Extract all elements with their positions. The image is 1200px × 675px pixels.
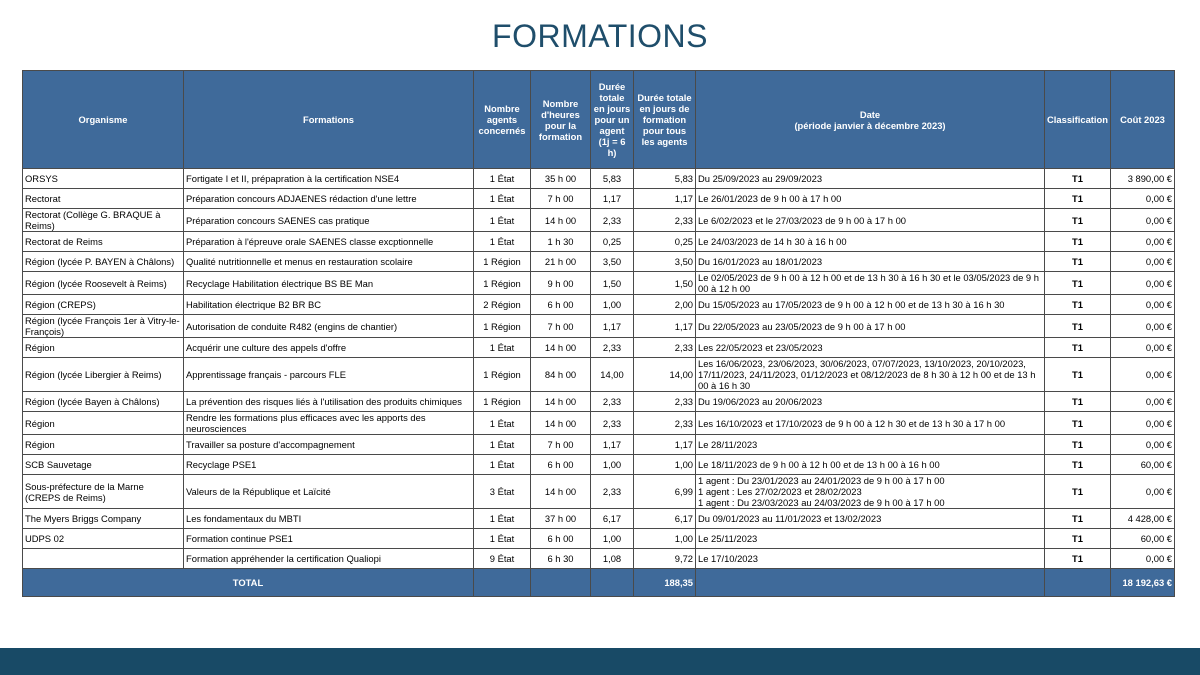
total-empty-1 <box>474 569 531 597</box>
cell-organisme: Région <box>23 435 184 455</box>
cell-heures: 14 h 00 <box>531 412 591 435</box>
cell-total-jours: 2,33 <box>634 392 696 412</box>
cell-agents: 1 État <box>474 529 531 549</box>
cell-cout: 0,00 € <box>1111 232 1175 252</box>
cell-date: Les 22/05/2023 et 23/05/2023 <box>696 338 1045 358</box>
cell-classification: T1 <box>1045 169 1111 189</box>
date-line: 1 agent : Du 23/03/2023 au 24/03/2023 de 9 h 00 à 17 h 00 <box>698 497 945 508</box>
cell-organisme: Rectorat de Reims <box>23 232 184 252</box>
cell-agents: 1 État <box>474 509 531 529</box>
cell-date: Du 25/09/2023 au 29/09/2023 <box>696 169 1045 189</box>
cell-agents: 1 État <box>474 189 531 209</box>
cell-jours: 14,00 <box>591 358 634 392</box>
cell-jours: 2,33 <box>591 392 634 412</box>
cell-cout: 3 890,00 € <box>1111 169 1175 189</box>
cell-date: Du 16/01/2023 au 18/01/2023 <box>696 252 1045 272</box>
total-empty-4 <box>696 569 1045 597</box>
cell-heures: 37 h 00 <box>531 509 591 529</box>
cell-date: Les 16/06/2023, 23/06/2023, 30/06/2023, 07/07/2023, 13/10/2023, 20/10/2023, 17/11/2023, 24/11/2023, 01/12/2023 et 08/12/2023 de 8 h 30 à 12 h 00 et de 13 h 00 à 16 h 30 <box>696 358 1045 392</box>
cell-date: Le 25/11/2023 <box>696 529 1045 549</box>
table-row <box>23 272 1175 295</box>
cell-heures: 6 h 00 <box>531 529 591 549</box>
cell-classification: T1 <box>1045 315 1111 338</box>
cell-date: Le 02/05/2023 de 9 h 00 à 12 h 00 et de 13 h 30 à 16 h 30 et le 03/05/2023 de 9 h 00 à 12 h 00 <box>696 272 1045 295</box>
cell-jours: 2,33 <box>591 412 634 435</box>
cell-agents: 1 Région <box>474 252 531 272</box>
cell-classification: T1 <box>1045 252 1111 272</box>
table-row <box>23 549 1175 569</box>
cell-total-jours: 3,50 <box>634 252 696 272</box>
cell-formation: Les fondamentaux du MBTI <box>184 509 474 529</box>
cell-formation: Travailler sa posture d'accompagnement <box>184 435 474 455</box>
cell-classification: T1 <box>1045 549 1111 569</box>
header-heures: Nombre d'heures pour la formation <box>531 71 591 169</box>
cell-organisme: Région <box>23 412 184 435</box>
table-row <box>23 295 1175 315</box>
cell-formation: Acquérir une culture des appels d'offre <box>184 338 474 358</box>
cell-total-jours: 6,99 <box>634 475 696 509</box>
cell-agents: 1 État <box>474 209 531 232</box>
cell-heures: 14 h 00 <box>531 392 591 412</box>
table-row <box>23 189 1175 209</box>
cell-agents: 1 État <box>474 169 531 189</box>
cell-total-jours: 2,00 <box>634 295 696 315</box>
cell-total-jours: 0,25 <box>634 232 696 252</box>
cell-formation: Préparation à l'épreuve orale SAENES classe excptionnelle <box>184 232 474 252</box>
cell-cout: 0,00 € <box>1111 295 1175 315</box>
cell-cout: 0,00 € <box>1111 549 1175 569</box>
cell-formation: Rendre les formations plus efficaces avec les apports des neurosciences <box>184 412 474 435</box>
table-row <box>23 315 1175 338</box>
cell-heures: 1 h 30 <box>531 232 591 252</box>
cell-cout: 0,00 € <box>1111 189 1175 209</box>
cell-date: Le 24/03/2023 de 14 h 30 à 16 h 00 <box>696 232 1045 252</box>
cell-jours: 1,08 <box>591 549 634 569</box>
cell-heures: 84 h 00 <box>531 358 591 392</box>
cell-heures: 6 h 30 <box>531 549 591 569</box>
cell-jours: 1,00 <box>591 455 634 475</box>
table-row <box>23 412 1175 435</box>
cell-date <box>696 475 1045 509</box>
cell-classification: T1 <box>1045 435 1111 455</box>
cell-organisme: Région (lycée Roosevelt à Reims) <box>23 272 184 295</box>
cell-date: Le 6/02/2023 et le 27/03/2023 de 9 h 00 à 17 h 00 <box>696 209 1045 232</box>
cell-total-jours: 1,17 <box>634 315 696 338</box>
cell-organisme: Sous-préfecture de la Marne (CREPS de Reims) <box>23 475 184 509</box>
cell-date: Le 28/11/2023 <box>696 435 1045 455</box>
cell-cout: 0,00 € <box>1111 315 1175 338</box>
cell-jours: 1,50 <box>591 272 634 295</box>
cell-cout: 60,00 € <box>1111 455 1175 475</box>
cell-organisme: ORSYS <box>23 169 184 189</box>
cell-jours: 1,00 <box>591 295 634 315</box>
header-date <box>696 71 1045 169</box>
table-row <box>23 475 1175 509</box>
header-date-period: (période janvier à décembre 2023) <box>794 119 946 131</box>
cell-total-jours: 9,72 <box>634 549 696 569</box>
header-row <box>23 71 1175 169</box>
table-row <box>23 455 1175 475</box>
cell-classification: T1 <box>1045 232 1111 252</box>
total-row <box>23 569 1175 597</box>
cell-total-jours: 2,33 <box>634 338 696 358</box>
cell-heures: 14 h 00 <box>531 338 591 358</box>
header-date-label: Date <box>859 108 881 120</box>
cell-classification: T1 <box>1045 509 1111 529</box>
cell-cout: 0,00 € <box>1111 338 1175 358</box>
cell-heures: 7 h 00 <box>531 435 591 455</box>
header-agents: Nombre agents concernés <box>474 71 531 169</box>
cell-jours: 3,50 <box>591 252 634 272</box>
cell-jours: 5,83 <box>591 169 634 189</box>
cell-date: Du 09/01/2023 au 11/01/2023 et 13/02/2023 <box>696 509 1045 529</box>
cell-formation: Recyclage PSE1 <box>184 455 474 475</box>
cell-cout: 0,00 € <box>1111 209 1175 232</box>
cell-formation: Apprentissage français - parcours FLE <box>184 358 474 392</box>
cell-classification: T1 <box>1045 272 1111 295</box>
table-row <box>23 509 1175 529</box>
cell-jours: 6,17 <box>591 509 634 529</box>
cell-total-jours: 5,83 <box>634 169 696 189</box>
cell-total-jours: 1,00 <box>634 455 696 475</box>
cell-classification: T1 <box>1045 209 1111 232</box>
cell-classification: T1 <box>1045 412 1111 435</box>
cell-jours: 1,17 <box>591 189 634 209</box>
cell-cout: 0,00 € <box>1111 412 1175 435</box>
cell-date: Du 19/06/2023 au 20/06/2023 <box>696 392 1045 412</box>
cell-cout: 4 428,00 € <box>1111 509 1175 529</box>
table-row <box>23 338 1175 358</box>
cell-agents: 1 Région <box>474 358 531 392</box>
cell-classification: T1 <box>1045 189 1111 209</box>
cell-heures: 9 h 00 <box>531 272 591 295</box>
cell-formation: Formation continue PSE1 <box>184 529 474 549</box>
header-duree-total: Durée totale en jours de formation pour tous les agents <box>634 71 696 169</box>
cell-classification: T1 <box>1045 475 1111 509</box>
cell-organisme: UDPS 02 <box>23 529 184 549</box>
cell-organisme: Région (lycée P. BAYEN à Châlons) <box>23 252 184 272</box>
cell-agents: 3 État <box>474 475 531 509</box>
cell-date: Le 26/01/2023 de 9 h 00 à 17 h 00 <box>696 189 1045 209</box>
cell-date: Les 16/10/2023 et 17/10/2023 de 9 h 00 à 12 h 30 et de 13 h 30 à 17 h 00 <box>696 412 1045 435</box>
cell-formation: Préparation concours ADJAENES rédaction d'une lettre <box>184 189 474 209</box>
header-duree-agent: Durée totale en jours pour un agent (1j = 6 h) <box>591 71 634 169</box>
cell-agents: 1 État <box>474 455 531 475</box>
total-jours: 188,35 <box>634 569 696 597</box>
page-title: FORMATIONS <box>492 18 708 54</box>
cell-cout: 0,00 € <box>1111 358 1175 392</box>
header-cout: Coût 2023 <box>1111 71 1175 169</box>
cell-classification: T1 <box>1045 295 1111 315</box>
cell-formation: Qualité nutritionnelle et menus en restauration scolaire <box>184 252 474 272</box>
total-empty-2 <box>531 569 591 597</box>
cell-jours: 2,33 <box>591 475 634 509</box>
date-line: 1 agent : Les 27/02/2023 et 28/02/2023 <box>698 486 862 497</box>
cell-date: Du 15/05/2023 au 17/05/2023 de 9 h 00 à 12 h 00 et de 13 h 30 à 16 h 30 <box>696 295 1045 315</box>
cell-cout: 0,00 € <box>1111 392 1175 412</box>
cell-total-jours: 2,33 <box>634 209 696 232</box>
table-row <box>23 232 1175 252</box>
table-row <box>23 529 1175 549</box>
header-classification: Classification <box>1045 71 1111 169</box>
cell-classification: T1 <box>1045 338 1111 358</box>
formations-table <box>22 70 1175 597</box>
cell-heures: 7 h 00 <box>531 189 591 209</box>
cell-organisme: Rectorat <box>23 189 184 209</box>
cell-agents: 9 État <box>474 549 531 569</box>
cell-cout: 0,00 € <box>1111 435 1175 455</box>
cell-jours: 1,17 <box>591 435 634 455</box>
bottom-bar <box>0 648 1200 675</box>
cell-heures: 6 h 00 <box>531 455 591 475</box>
cell-organisme: Région <box>23 338 184 358</box>
cell-jours: 1,00 <box>591 529 634 549</box>
cell-agents: 1 État <box>474 232 531 252</box>
cell-total-jours: 14,00 <box>634 358 696 392</box>
cell-agents: 1 Région <box>474 392 531 412</box>
cell-formation: Recyclage Habilitation électrique BS BE Man <box>184 272 474 295</box>
cell-jours: 2,33 <box>591 209 634 232</box>
cell-organisme: The Myers Briggs Company <box>23 509 184 529</box>
cell-heures: 14 h 00 <box>531 209 591 232</box>
table-row <box>23 435 1175 455</box>
cell-agents: 1 Région <box>474 315 531 338</box>
cell-organisme: Région (lycée François 1er à Vitry-le-François) <box>23 315 184 338</box>
cell-formation: Fortigate I et II, prépapration à la certification NSE4 <box>184 169 474 189</box>
cell-heures: 21 h 00 <box>531 252 591 272</box>
cell-total-jours: 2,33 <box>634 412 696 435</box>
cell-formation: Formation appréhender la certification Qualiopi <box>184 549 474 569</box>
cell-heures: 7 h 00 <box>531 315 591 338</box>
cell-agents: 1 État <box>474 412 531 435</box>
total-empty-5 <box>1045 569 1111 597</box>
cell-organisme: Région (lycée Libergier à Reims) <box>23 358 184 392</box>
total-empty-3 <box>591 569 634 597</box>
table-body <box>23 169 1175 569</box>
cell-date: Le 18/11/2023 de 9 h 00 à 12 h 00 et de 13 h 00 à 16 h 00 <box>696 455 1045 475</box>
total-cout: 18 192,63 € <box>1111 569 1175 597</box>
cell-formation: Valeurs de la République et Laïcité <box>184 475 474 509</box>
cell-cout: 0,00 € <box>1111 252 1175 272</box>
table-row <box>23 252 1175 272</box>
cell-organisme: Région (CREPS) <box>23 295 184 315</box>
date-line: 1 agent : Du 23/01/2023 au 24/01/2023 de 9 h 00 à 17 h 00 <box>698 475 945 486</box>
cell-jours: 2,33 <box>591 338 634 358</box>
cell-classification: T1 <box>1045 455 1111 475</box>
cell-date: Le 17/10/2023 <box>696 549 1045 569</box>
cell-heures: 35 h 00 <box>531 169 591 189</box>
cell-formation: Autorisation de conduite R482 (engins de chantier) <box>184 315 474 338</box>
cell-total-jours: 1,00 <box>634 529 696 549</box>
cell-formation: Préparation concours SAENES cas pratique <box>184 209 474 232</box>
cell-agents: 1 État <box>474 338 531 358</box>
cell-total-jours: 1,50 <box>634 272 696 295</box>
header-organisme: Organisme <box>23 71 184 169</box>
cell-cout: 0,00 € <box>1111 475 1175 509</box>
table-row <box>23 358 1175 392</box>
cell-organisme <box>23 549 184 569</box>
cell-cout: 60,00 € <box>1111 529 1175 549</box>
cell-jours: 0,25 <box>591 232 634 252</box>
cell-agents: 1 État <box>474 435 531 455</box>
cell-classification: T1 <box>1045 392 1111 412</box>
cell-agents: 2 Région <box>474 295 531 315</box>
total-label: TOTAL <box>23 569 474 597</box>
table-row <box>23 169 1175 189</box>
cell-formation: Habilitation électrique B2 BR BC <box>184 295 474 315</box>
cell-total-jours: 1,17 <box>634 435 696 455</box>
cell-total-jours: 6,17 <box>634 509 696 529</box>
table-row <box>23 209 1175 232</box>
table-row <box>23 392 1175 412</box>
cell-classification: T1 <box>1045 529 1111 549</box>
cell-date: Du 22/05/2023 au 23/05/2023 de 9 h 00 à 17 h 00 <box>696 315 1045 338</box>
header-formations: Formations <box>184 71 474 169</box>
cell-total-jours: 1,17 <box>634 189 696 209</box>
cell-organisme: SCB Sauvetage <box>23 455 184 475</box>
cell-jours: 1,17 <box>591 315 634 338</box>
cell-heures: 14 h 00 <box>531 475 591 509</box>
cell-classification: T1 <box>1045 358 1111 392</box>
cell-formation: La prévention des risques liés à l'utilisation des produits chimiques <box>184 392 474 412</box>
cell-cout: 0,00 € <box>1111 272 1175 295</box>
cell-organisme: Région (lycée Bayen à Châlons) <box>23 392 184 412</box>
cell-organisme: Rectorat (Collège G. BRAQUE à Reims) <box>23 209 184 232</box>
cell-agents: 1 Région <box>474 272 531 295</box>
cell-heures: 6 h 00 <box>531 295 591 315</box>
